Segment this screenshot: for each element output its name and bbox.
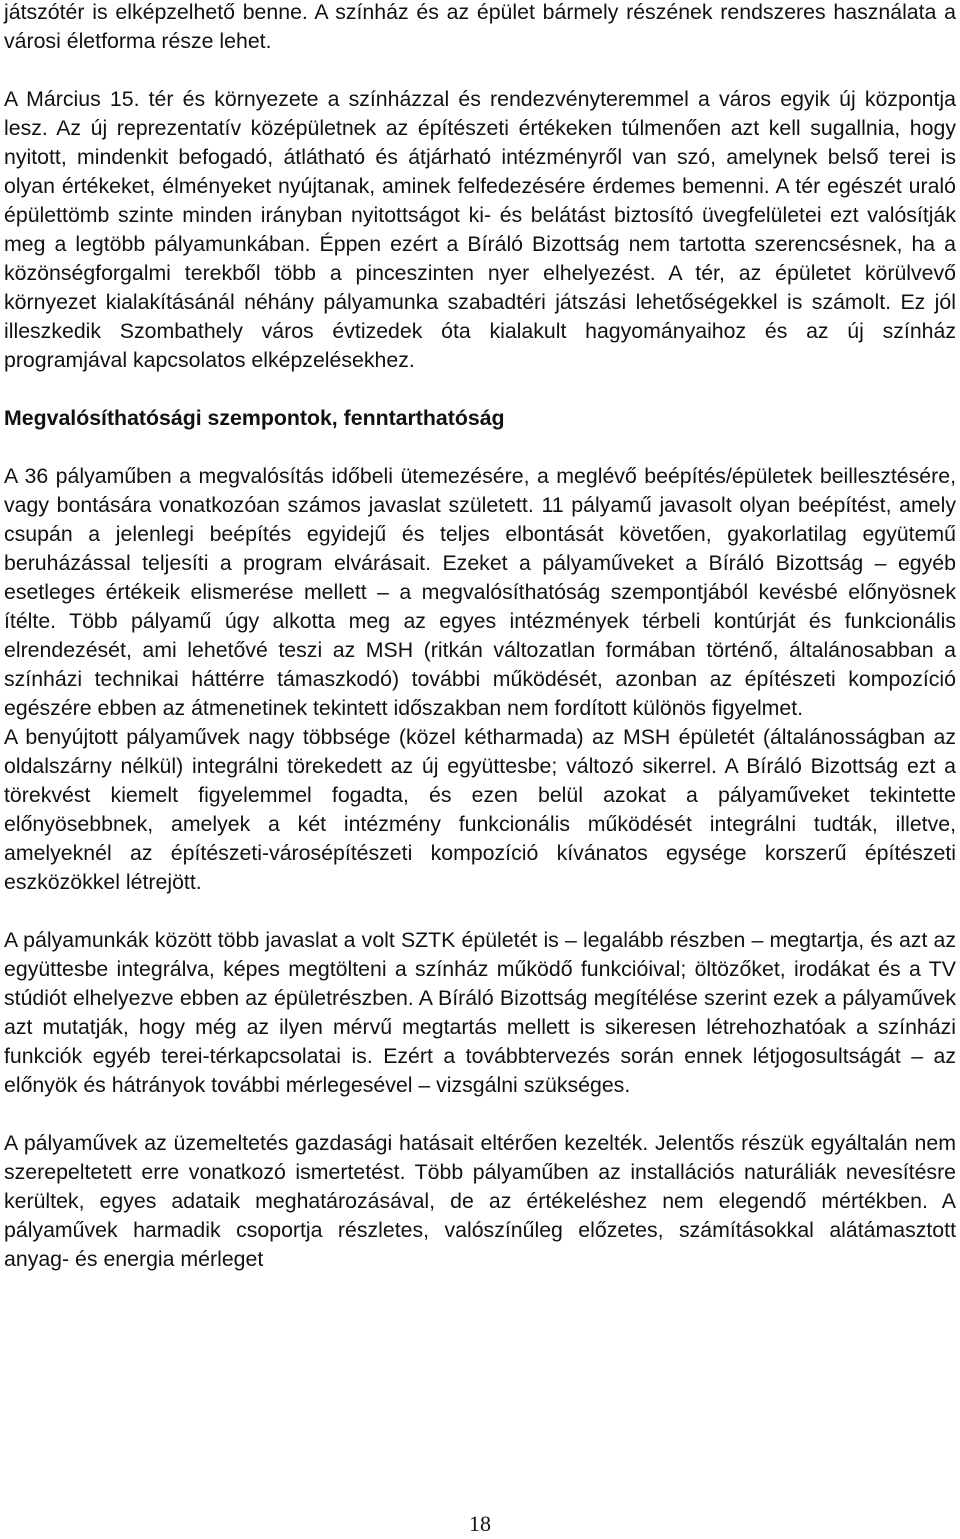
paragraph-1: játszótér is elképzelhető benne. A színház és az épület bármely részének rendszeres használata a városi életforma része lehet. <box>4 0 956 53</box>
paragraph-3: A 36 pályaműben a megvalósítás időbeli ütemezésére, a meglévő beépítés/épületek beillesztésére, vagy bontására vonatkozóan számos javaslat született. 11 pályamű javasolt olyan beépítést, amely csupán a jelenlegi beépítés egyidejű és teljes elbontását követően, gyakorlatilag együtemű beruházással teljesíti a program elvárásait. Ezeket a pályaműveket a Bíráló Bizottság – egyéb esetleges értékeik elismerése mellett – a megvalósíthatóság szempontjából kevésbé előnyösnek ítélte. Több pályamű úgy alkotta meg az egyes intézmények térbeli kontúrját és funkcionális elrendezését, ami lehetővé teszi az MSH (ritkán változatlan formában történő, általánosabban a színházi technikai háttérre támaszkodó) további működését, azonban az építészeti kompozíció egészére ebben az átmenetinek tekintett időszakban nem fordított különös figyelmet. <box>4 464 956 720</box>
paragraph-2: A Március 15. tér és környezete a színházzal és rendezvényteremmel a város egyik új központja lesz. Az új reprezentatív középületnek az építészeti értékeken túlmenően azt kell sugallnia, hogy nyitott, mindenkit befogadó, átlátható és átjárható intézményről van szó, amelynek belső terei is olyan értékeket, élményeket nyújtanak, aminek felfedezésére érdemes bemenni. A tér egészét uraló épülettömb szinte minden irányban nyitottságot ki- és belátást biztosító üvegfelületei ezt valósítják meg a legtöbb pályamunkában. Éppen ezért a Bíráló Bizottság nem tartotta szerencsésnek, ha a közönségforgalmi terekből több a pinceszinten nyer elhelyezést. A tér, az épületet körülvevő környezet kialakításánál néhány pályamunka szabadtéri játszási lehetőségekkel is számolt. Ez jól illeszkedik Szombathely város évtizedek óta kialakult hagyományaihoz és az új színház programjával kapcsolatos elképzelésekhez. <box>4 87 956 372</box>
section-heading: Megvalósíthatósági szempontok, fenntarthatóság <box>4 406 505 430</box>
paragraph-gap <box>4 1100 956 1129</box>
paragraph-4: A benyújtott pályaművek nagy többsége (közel kétharmada) az MSH épületét (általánosságban az oldalszárny nélkül) integrálni törekedett az új együttesbe; változó sikerrel. A Bíráló Bizottság ezt a törekvést kiemelt figyelemmel fogadta, és ezen belül azokat a pályaműveket tekintette előnyösebbnek, amelyek a két intézmény funkcionális működését integrálni tudták, illetve, amelyeknél az építészeti-városépítészeti kompozíció kívánatos egysége korszerű építészeti eszközökkel létrejött. <box>4 725 956 894</box>
paragraph-5: A pályamunkák között több javaslat a volt SZTK épületét is – legalább részben – megtartja, és azt az együttesbe integrálva, képes megtölteni a színház működő funkcióival; öltözőket, irodákat és a TV stúdiót elhelyezve ebben az épületrészben. A Bíráló Bizottság megítélése szerint ezek a pályaművek azt mutatják, hogy még az ilyen mérvű megtartás mellett is sikeresen létrehozhatóak a színházi funkciók egyéb terei-térkapcsolatai is. Ezért a továbbtervezés során ennek létjogosultságát – az előnyök és hátrányok további mérlegesével – vizsgálni szükséges. <box>4 928 956 1097</box>
paragraph-gap <box>4 433 956 462</box>
document-page <box>4 0 956 1274</box>
paragraph-6: A pályaművek az üzemeltetés gazdasági hatásait eltérően kezelték. Jelentős részük egyáltalán nem szerepeltetett erre vonatkozó ismertetést. Több pályaműben az installációs naturáliák nevesítésre kerültek, egyes adataik meghatározásával, de az értékeléshez nem elegendő mértékben. A pályaművek harmadik csoportja részletes, valószínűleg előzetes, számításokkal alátámasztott anyag- és energia mérleget <box>4 1131 956 1271</box>
page-number: 18 <box>469 1511 491 1536</box>
paragraph-gap <box>4 897 956 926</box>
paragraph-gap <box>4 56 956 85</box>
paragraph-gap <box>4 375 956 404</box>
